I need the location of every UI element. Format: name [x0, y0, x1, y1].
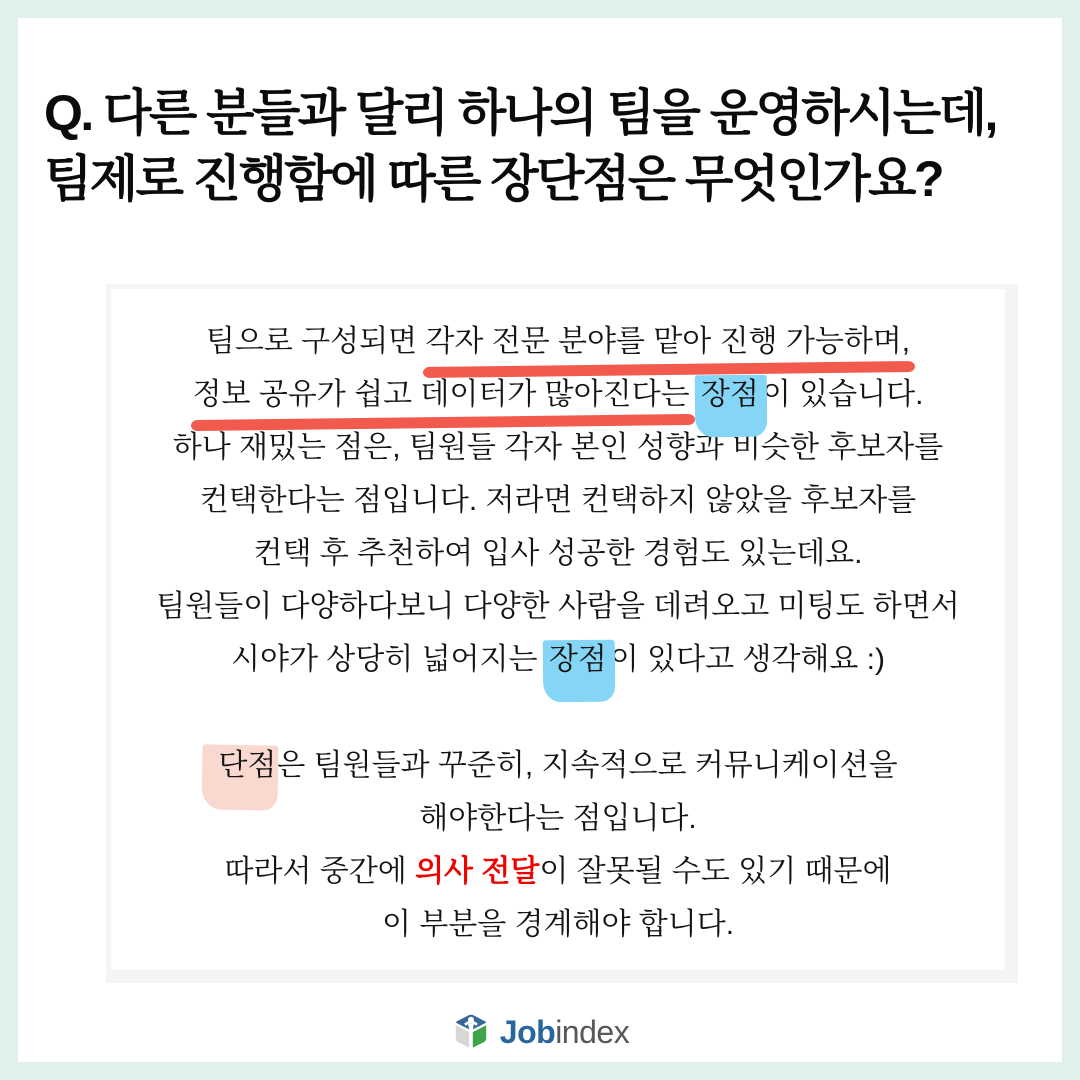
text-segment: 컨택 후 추천하여 입사 성공한 경험도 있는데요.: [253, 537, 863, 570]
text-segment: 컨택한다는 점입니다. 저라면 컨택하지 않았을 후보자를: [199, 484, 917, 517]
text-segment: 은 팀원들과 꾸준히, 지속적으로 커뮤니케이션을: [276, 749, 898, 782]
text-segment: 따라서 중간에: [224, 855, 416, 888]
answer-content: [111, 289, 1005, 951]
text-segment: 해야한다는 점입니다.: [419, 802, 697, 835]
body-line: [111, 739, 1005, 792]
text-segment: 이 있습니다.: [761, 378, 924, 411]
text-segment: 팀으로 구성되면: [205, 325, 426, 358]
answer-box: [106, 284, 1018, 983]
warning-text: 의사 전달: [415, 855, 540, 888]
text-segment: 이 잘못될 수도 있기 때문에: [539, 855, 892, 888]
highlighted-term: 장점: [546, 633, 610, 686]
body-line: [111, 845, 1005, 898]
body-line: [111, 580, 1005, 633]
underlined-text: 각자 전문 분야를 맡아 진행 가능하며,: [425, 315, 910, 368]
body-line: [111, 898, 1005, 951]
body-line: [111, 633, 1005, 686]
text-segment: 이 있다고 생각해요 :): [609, 643, 885, 676]
brand-rest-text: index: [555, 1013, 630, 1050]
jobindex-cube-icon: [451, 1012, 491, 1052]
jobindex-wordmark: [500, 1014, 629, 1051]
text-segment: 시야가 상당히 넓어지는: [231, 643, 546, 676]
brand-bold-text: Job: [499, 1013, 556, 1050]
highlighted-term: 단점: [218, 739, 276, 792]
body-line: [111, 527, 1005, 580]
text-segment: 팀원들이 다양하다보니 다양한 사람을 데려오고 미팅도 하면서: [156, 590, 960, 623]
body-line: [111, 368, 1005, 421]
underlined-text: 정보 공유가 쉽고 데이터가 많아진다는: [193, 368, 690, 421]
jobindex-logo: [18, 1012, 1062, 1052]
question-title: [44, 80, 1074, 212]
highlighted-term: 장점: [698, 368, 762, 421]
text-segment: 이 부분을 경계해야 합니다.: [381, 908, 735, 941]
text-segment: 하나 재밌는 점은, 팀원들 각자 본인 성향과 비슷한 후보자를: [172, 431, 944, 464]
body-line: [111, 474, 1005, 527]
body-line: [111, 315, 1005, 368]
card-background: [18, 18, 1062, 1062]
question-title-line2: 팀제로 진행함에 따른 장단점은 무엇인가요?: [44, 151, 943, 207]
question-title-line1: Q. 다른 분들과 달리 하나의 팀을 운영하시는데,: [44, 85, 996, 141]
